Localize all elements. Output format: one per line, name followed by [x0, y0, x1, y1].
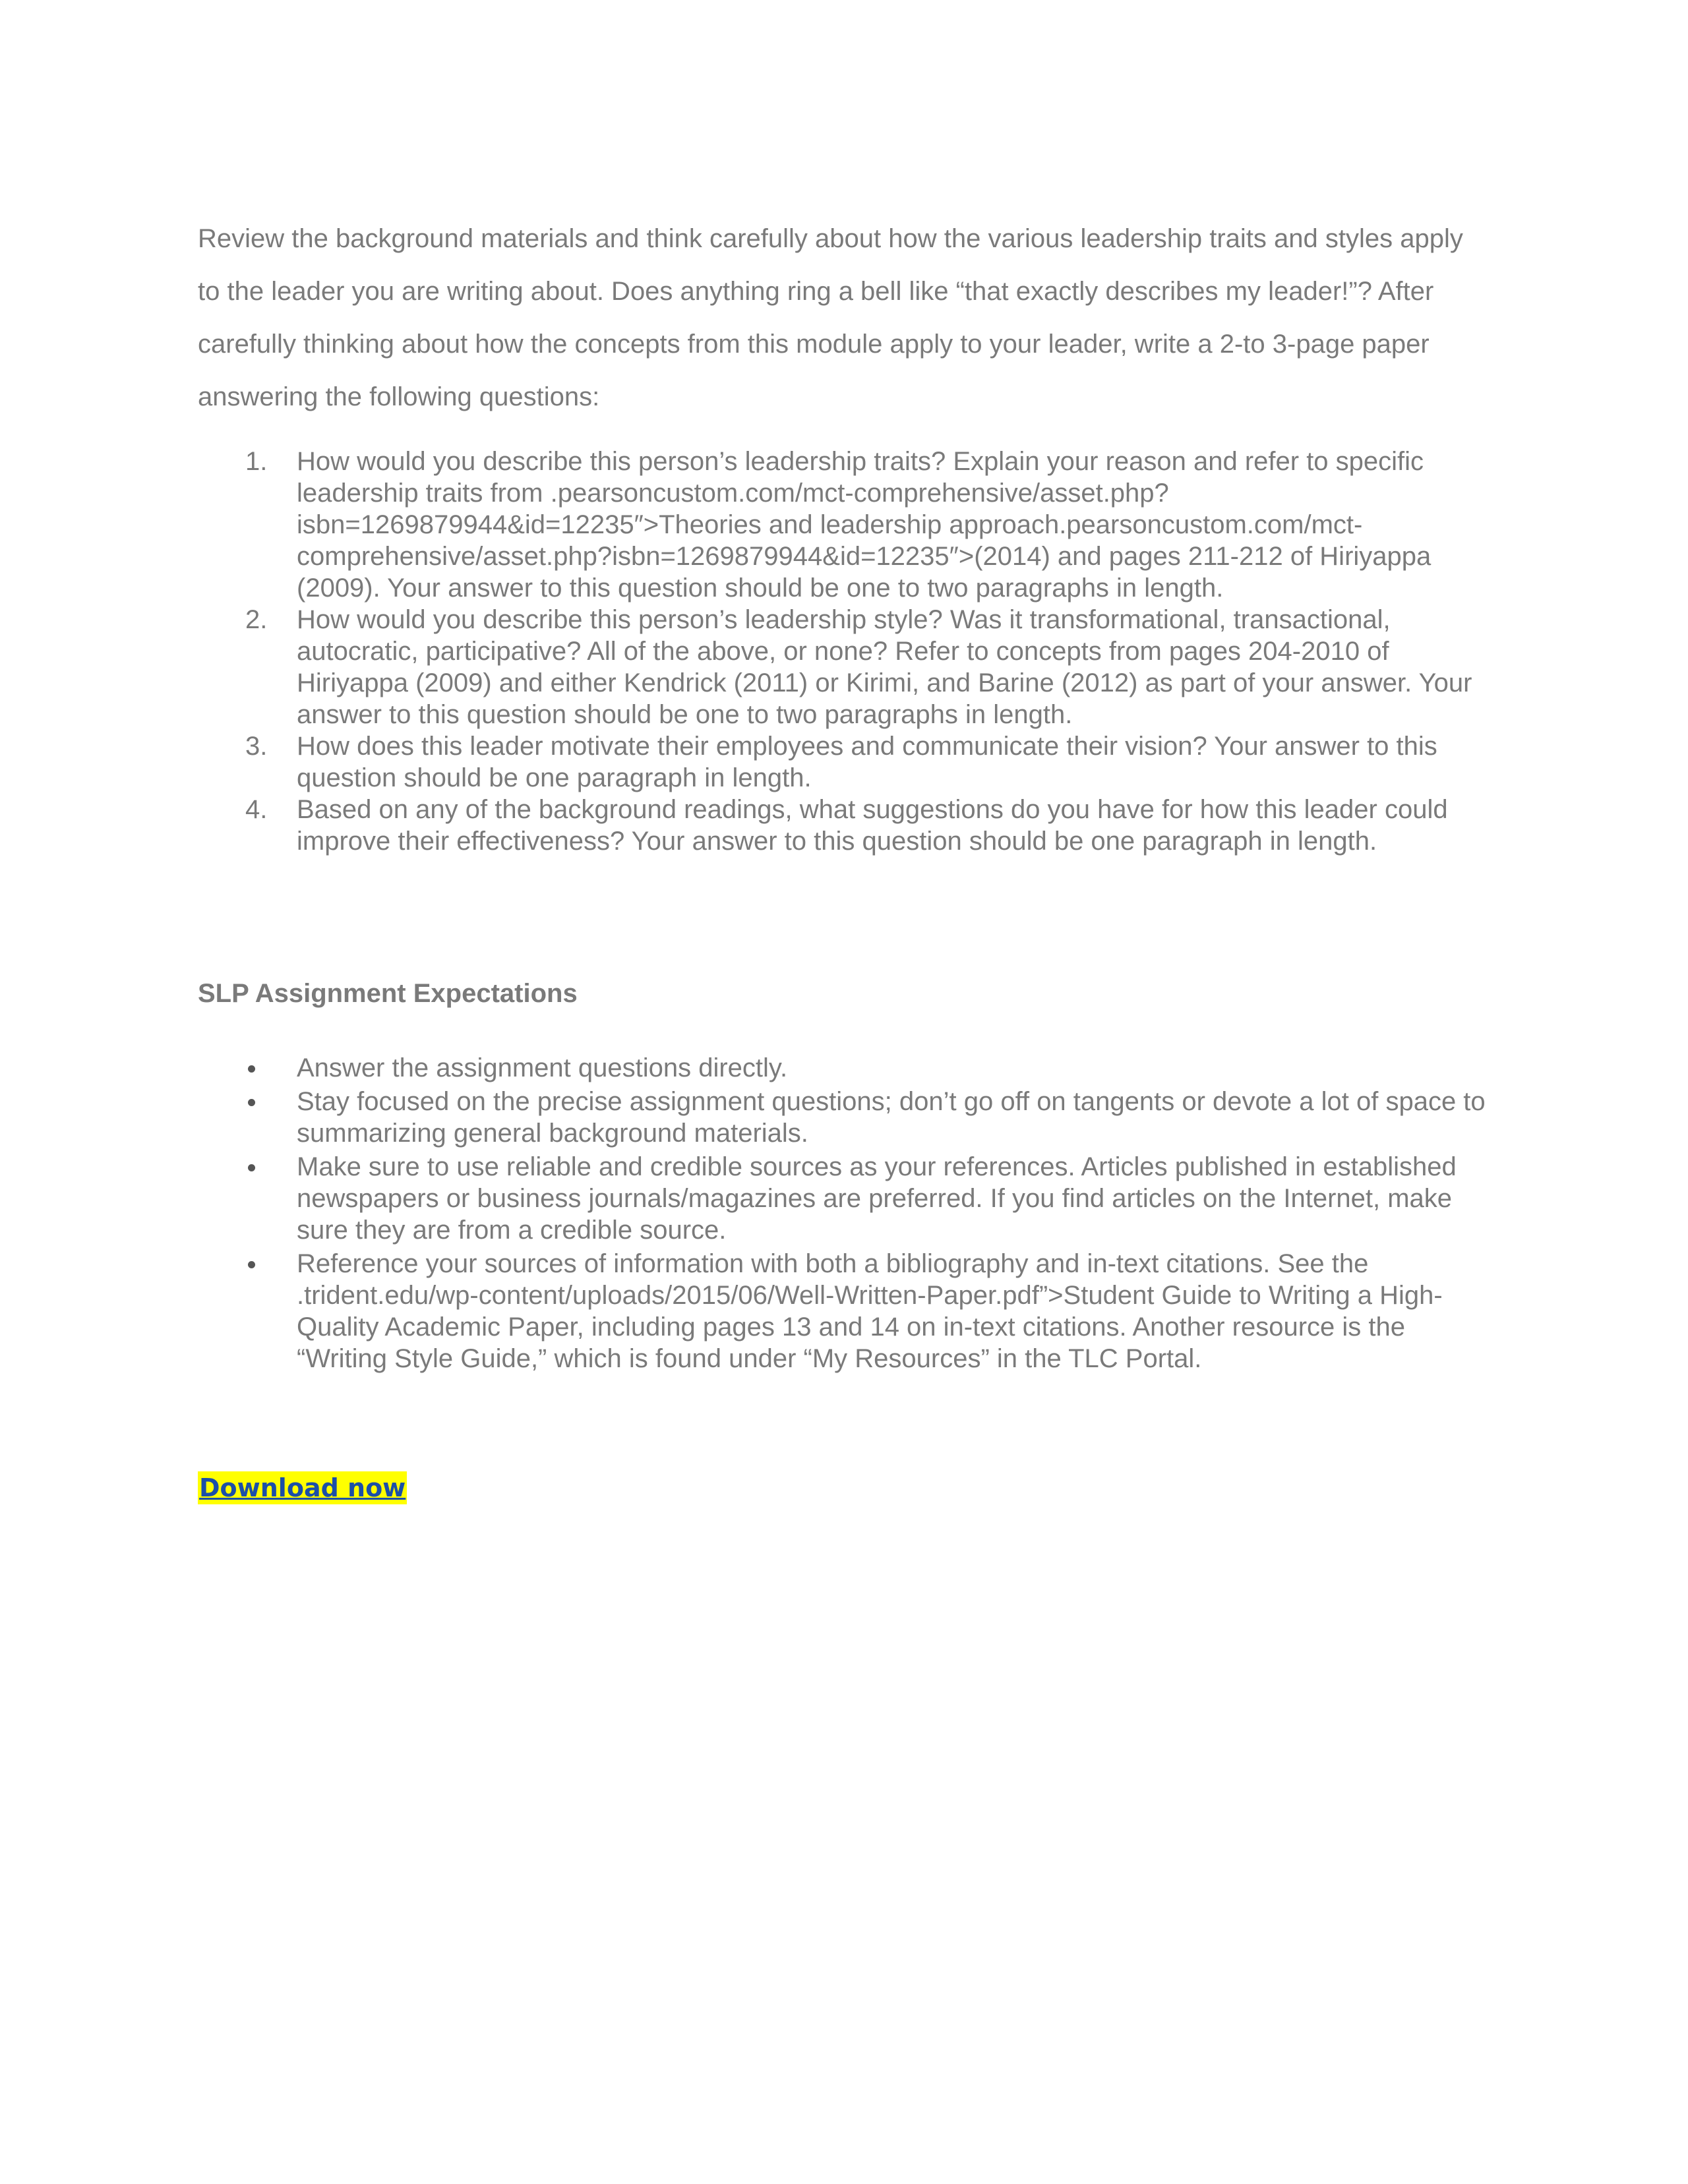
bullet-icon [248, 1065, 255, 1073]
list-item-text: Answer the assignment questions directly. [297, 1053, 788, 1082]
expectations-list [198, 1052, 1490, 1376]
bullet-icon [248, 1261, 255, 1268]
list-item-text: Make sure to use reliable and credible sources as your references. Articles published in established newspapers or business journals/magazines are preferred. If you find articles on the Internet, make sure they are from a credible source. [297, 1152, 1457, 1245]
list-item [198, 794, 1490, 857]
list-item [198, 604, 1490, 730]
list-number: 2. [245, 605, 268, 634]
list-item [198, 446, 1490, 604]
bullet-icon [248, 1099, 255, 1106]
list-number: 3. [245, 732, 268, 761]
expectations-heading: SLP Assignment Expectations [198, 979, 578, 1008]
list-item [198, 730, 1490, 794]
list-item [198, 1151, 1490, 1246]
list-item [198, 1052, 1490, 1084]
list-item-text: Based on any of the background readings, what suggestions do you have for how this leader could improve their effectiveness? Your answer to this question should be one paragraph in length. [297, 795, 1448, 856]
bullet-icon [248, 1164, 255, 1171]
list-item-text: Stay focused on the precise assignment questions; don’t go off on tangents or devote a lot of space to summarizing general background materials. [297, 1087, 1486, 1148]
list-item-text: How does this leader motivate their employees and communicate their vision? Your answer to this question should be one paragraph in length. [297, 732, 1437, 792]
list-item-text: How would you describe this person’s leadership style? Was it transformational, transactional, autocratic, participative? All of the above, or none? Refer to concepts from pages 204-2010 of Hiriyappa (2009) and either Kendrick (2011) or Kirimi, and Barine (2012) as part of your answer. Your answer to this question should be one to two paragraphs in length. [297, 605, 1472, 729]
list-number: 4. [245, 795, 268, 824]
intro-paragraph: Review the background materials and think carefully about how the various leadership traits and styles apply to the leader you are writing about. Does anything ring a bell like “that exactly describes my leader!”? After carefully thinking about how the concepts from this module apply to your leader, write a 2-to 3-page paper answering the following questions: [198, 224, 1463, 411]
list-item-text: How would you describe this person’s leadership traits? Explain your reason and refer to specific leadership traits from .pearsoncustom.com/mct-comprehensive/asset.php?isbn=1269879944&id=12235″>Theories and leadership approach.pearsoncustom.com/mct-comprehensive/asset.php?isbn=1269879944&id=12235″>(2014) and pages 211-212 of Hiriyappa (2009). Your answer to this question should be one to two paragraphs in length. [297, 447, 1432, 603]
list-item [198, 1086, 1490, 1149]
download-now-link[interactable]: Download now [198, 1471, 407, 1504]
list-item-text: Reference your sources of information with both a bibliography and in-text citations. See the .trident.edu/wp-content/uploads/2015/06/Well-Written-Paper.pdf”>Student Guide to Writing a High-Quality Academic Paper, including pages 13 and 14 on in-text citations. Another resource is the “Writing Style Guide,” which is found under “My Resources” in the TLC Portal. [297, 1249, 1443, 1373]
list-number: 1. [245, 447, 268, 476]
list-item [198, 1248, 1490, 1374]
questions-list [198, 446, 1490, 857]
